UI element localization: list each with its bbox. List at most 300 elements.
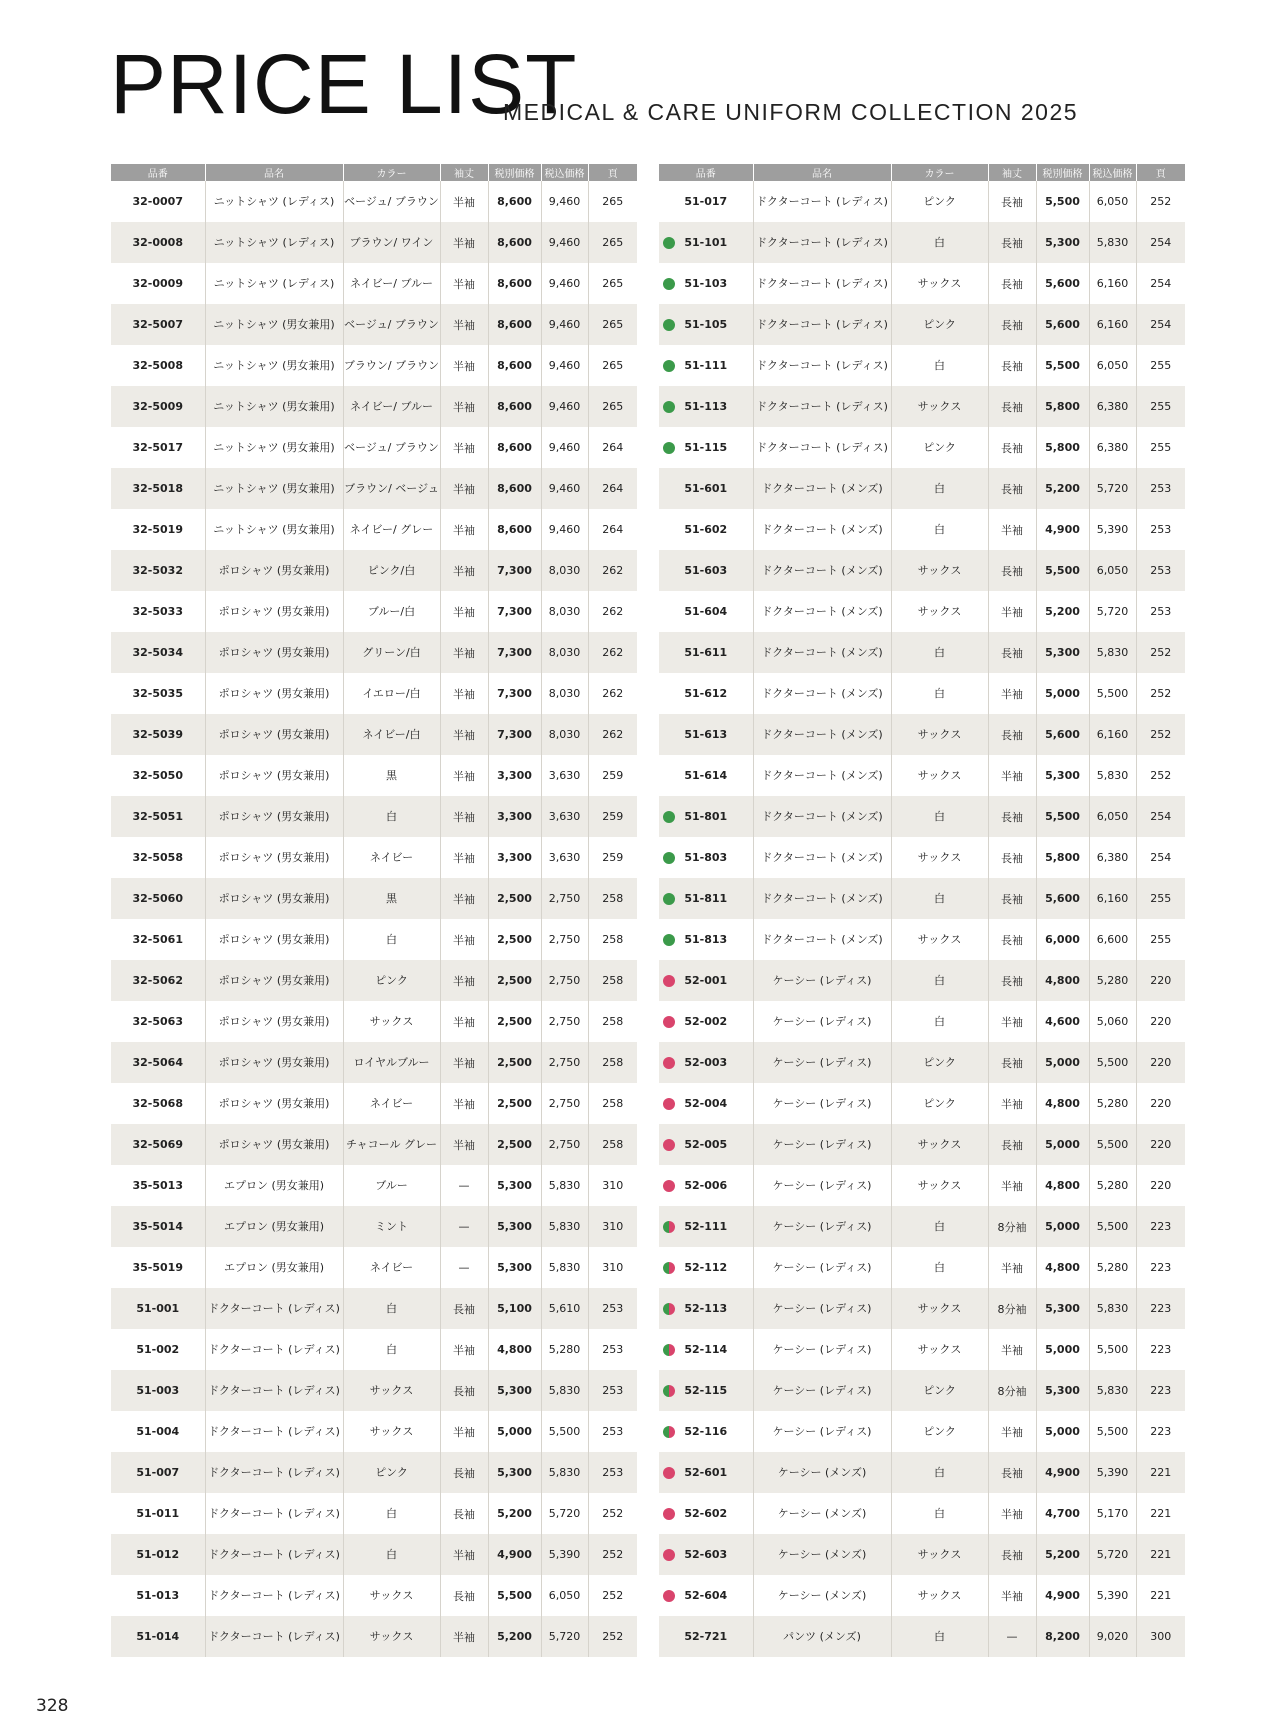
item-sleeve: 半袖	[440, 181, 488, 222]
table-row	[659, 1329, 1185, 1370]
item-tax-price: 5,720	[541, 1616, 588, 1657]
item-code	[659, 919, 753, 960]
item-code	[659, 263, 753, 304]
item-name: ポロシャツ (男女兼用)	[205, 591, 343, 632]
item-price: 5,500	[1036, 550, 1089, 591]
item-code-text: 52-113	[684, 1302, 728, 1315]
item-code	[111, 1165, 205, 1206]
item-color: 白	[343, 919, 440, 960]
green-marker-icon	[663, 852, 675, 864]
item-name: ポロシャツ (男女兼用)	[205, 673, 343, 714]
item-page: 258	[588, 1083, 637, 1124]
item-sleeve: 半袖	[440, 673, 488, 714]
item-code-text: 51-003	[136, 1384, 180, 1397]
table-row	[659, 427, 1185, 468]
item-sleeve: 長袖	[988, 345, 1036, 386]
table-row	[111, 591, 637, 632]
item-sleeve: 半袖	[440, 427, 488, 468]
item-color: ネイビー/ ブルー	[343, 386, 440, 427]
item-price: 3,300	[488, 755, 541, 796]
item-price: 5,300	[488, 1452, 541, 1493]
item-name: ケーシー (レディス)	[753, 1329, 891, 1370]
item-code-text: 51-613	[684, 728, 728, 741]
item-name: ポロシャツ (男女兼用)	[205, 632, 343, 673]
item-name: ドクターコート (レディス)	[205, 1329, 343, 1370]
item-page: 220	[1136, 960, 1185, 1001]
item-price: 5,200	[488, 1493, 541, 1534]
item-price: 4,800	[1036, 1083, 1089, 1124]
item-price: 8,600	[488, 345, 541, 386]
item-sleeve: 半袖	[440, 591, 488, 632]
item-tax-price: 2,750	[541, 1083, 588, 1124]
item-tax-price: 5,500	[1089, 673, 1136, 714]
item-code-text: 52-002	[684, 1015, 728, 1028]
item-code	[659, 1411, 753, 1452]
item-code	[659, 1288, 753, 1329]
item-code-text: 51-013	[136, 1589, 180, 1602]
table-row	[659, 386, 1185, 427]
item-price: 4,800	[488, 1329, 541, 1370]
item-color: サックス	[343, 1616, 440, 1657]
item-code-text: 51-002	[136, 1343, 180, 1356]
item-color: サックス	[891, 1165, 988, 1206]
item-color: ブラウン/ ブラウン	[343, 345, 440, 386]
item-sleeve: —	[440, 1165, 488, 1206]
item-color: イエロー/白	[343, 673, 440, 714]
item-page: 252	[1136, 632, 1185, 673]
table-row	[111, 796, 637, 837]
item-page: 265	[588, 263, 637, 304]
table-row	[659, 1452, 1185, 1493]
item-sleeve: 半袖	[988, 1083, 1036, 1124]
item-tax-price: 8,030	[541, 632, 588, 673]
table-row	[111, 714, 637, 755]
item-page: 259	[588, 796, 637, 837]
item-code-text: 52-004	[684, 1097, 728, 1110]
collection-subtitle: MEDICAL & CARE UNIFORM COLLECTION 2025	[503, 99, 1079, 125]
item-name: ポロシャツ (男女兼用)	[205, 837, 343, 878]
item-tax-price: 5,830	[541, 1165, 588, 1206]
item-name: ドクターコート (レディス)	[753, 304, 891, 345]
item-code-text: 52-003	[684, 1056, 728, 1069]
item-tax-price: 2,750	[541, 878, 588, 919]
item-price: 4,800	[1036, 960, 1089, 1001]
item-name: ドクターコート (メンズ)	[753, 591, 891, 632]
item-color: サックス	[891, 263, 988, 304]
item-name: ドクターコート (レディス)	[205, 1411, 343, 1452]
item-tax-price: 8,030	[541, 714, 588, 755]
item-color: サックス	[343, 1575, 440, 1616]
item-name: ドクターコート (メンズ)	[753, 468, 891, 509]
item-name: ケーシー (レディス)	[753, 1124, 891, 1165]
item-color: ピンク	[343, 1452, 440, 1493]
item-code	[111, 1329, 205, 1370]
item-sleeve: 半袖	[440, 304, 488, 345]
item-code-text: 35-5013	[132, 1179, 183, 1192]
item-page: 253	[1136, 550, 1185, 591]
item-color: ベージュ/ ブラウン	[343, 304, 440, 345]
item-code	[659, 1165, 753, 1206]
item-code-text: 32-5039	[132, 728, 183, 741]
table-row	[659, 714, 1185, 755]
item-page: 262	[588, 632, 637, 673]
item-code	[111, 263, 205, 304]
table-row	[111, 919, 637, 960]
table-row	[111, 263, 637, 304]
item-code	[659, 878, 753, 919]
item-price: 2,500	[488, 1083, 541, 1124]
item-page: 220	[1136, 1165, 1185, 1206]
item-name: ドクターコート (メンズ)	[753, 878, 891, 919]
item-tax-price: 5,390	[1089, 1575, 1136, 1616]
item-code-text: 52-603	[684, 1548, 728, 1561]
item-code	[659, 1083, 753, 1124]
item-page: 220	[1136, 1124, 1185, 1165]
item-name: ポロシャツ (男女兼用)	[205, 714, 343, 755]
item-price: 4,800	[1036, 1165, 1089, 1206]
item-price: 5,800	[1036, 386, 1089, 427]
item-color: サックス	[891, 1124, 988, 1165]
table-row	[659, 263, 1185, 304]
item-code-text: 32-5008	[132, 359, 183, 372]
item-name: ドクターコート (メンズ)	[753, 796, 891, 837]
item-price: 7,300	[488, 673, 541, 714]
table-row	[659, 550, 1185, 591]
item-sleeve: 8分袖	[988, 1206, 1036, 1247]
item-code	[659, 222, 753, 263]
item-sleeve: 長袖	[988, 1124, 1036, 1165]
item-sleeve: 長袖	[988, 837, 1036, 878]
item-sleeve: 半袖	[440, 1411, 488, 1452]
item-code	[659, 1124, 753, 1165]
item-tax-price: 5,830	[541, 1206, 588, 1247]
price-table-right	[659, 164, 1185, 1657]
table-row	[111, 755, 637, 796]
item-page: 220	[1136, 1001, 1185, 1042]
item-color: ピンク	[891, 1370, 988, 1411]
header-name: 品名	[205, 164, 343, 181]
item-sleeve: 長袖	[988, 1452, 1036, 1493]
item-name: ポロシャツ (男女兼用)	[205, 1001, 343, 1042]
pink-marker-icon	[663, 1467, 675, 1479]
item-price: 5,000	[1036, 1411, 1089, 1452]
price-table-left	[111, 164, 637, 1657]
item-sleeve: 半袖	[440, 222, 488, 263]
item-name: ケーシー (メンズ)	[753, 1452, 891, 1493]
table-row	[659, 1001, 1185, 1042]
item-code	[111, 550, 205, 591]
item-color: 白	[891, 509, 988, 550]
table-row	[111, 222, 637, 263]
item-sleeve: 長袖	[988, 550, 1036, 591]
item-name: ケーシー (メンズ)	[753, 1575, 891, 1616]
item-tax-price: 6,600	[1089, 919, 1136, 960]
item-tax-price: 5,830	[541, 1370, 588, 1411]
item-sleeve: 半袖	[988, 673, 1036, 714]
table-row	[111, 468, 637, 509]
item-name: ケーシー (レディス)	[753, 1370, 891, 1411]
table-row	[111, 1206, 637, 1247]
item-color: 白	[891, 673, 988, 714]
table-row	[111, 550, 637, 591]
item-sleeve: 半袖	[440, 1534, 488, 1575]
item-code-text: 32-5019	[132, 523, 183, 536]
item-page: 252	[1136, 181, 1185, 222]
item-page: 223	[1136, 1288, 1185, 1329]
item-tax-price: 9,460	[541, 263, 588, 304]
both-marker-icon	[663, 1426, 675, 1438]
item-code	[659, 1534, 753, 1575]
item-color: サックス	[891, 1329, 988, 1370]
item-sleeve: 半袖	[988, 591, 1036, 632]
item-price: 5,500	[488, 1575, 541, 1616]
item-price: 5,600	[1036, 878, 1089, 919]
item-sleeve: 長袖	[440, 1288, 488, 1329]
item-sleeve: 半袖	[440, 263, 488, 304]
item-color: ロイヤルブルー	[343, 1042, 440, 1083]
green-marker-icon	[663, 442, 675, 454]
item-code-text: 51-101	[684, 236, 728, 249]
item-name: ポロシャツ (男女兼用)	[205, 755, 343, 796]
item-page: 223	[1136, 1411, 1185, 1452]
item-page: 254	[1136, 796, 1185, 837]
table-row	[659, 181, 1185, 222]
item-tax-price: 5,830	[1089, 632, 1136, 673]
item-code	[111, 304, 205, 345]
item-price: 5,500	[1036, 345, 1089, 386]
item-code	[111, 1370, 205, 1411]
item-color: サックス	[343, 1370, 440, 1411]
item-tax-price: 3,630	[541, 755, 588, 796]
item-price: 5,500	[1036, 181, 1089, 222]
item-sleeve: 長袖	[988, 919, 1036, 960]
item-color: ピンク	[891, 1083, 988, 1124]
item-color: 白	[891, 1452, 988, 1493]
item-price: 5,200	[1036, 1534, 1089, 1575]
table-row	[659, 1575, 1185, 1616]
item-page: 255	[1136, 878, 1185, 919]
item-name: ポロシャツ (男女兼用)	[205, 1083, 343, 1124]
item-code	[659, 1493, 753, 1534]
item-sleeve: 8分袖	[988, 1288, 1036, 1329]
item-price: 4,700	[1036, 1493, 1089, 1534]
pink-marker-icon	[663, 1016, 675, 1028]
item-color: 黒	[343, 878, 440, 919]
green-marker-icon	[663, 934, 675, 946]
item-color: ネイビー/ グレー	[343, 509, 440, 550]
item-code	[659, 632, 753, 673]
item-sleeve: 半袖	[440, 960, 488, 1001]
item-tax-price: 5,500	[1089, 1042, 1136, 1083]
item-tax-price: 5,830	[541, 1247, 588, 1288]
item-price: 8,600	[488, 181, 541, 222]
item-code	[659, 1206, 753, 1247]
item-code-text: 52-005	[684, 1138, 728, 1151]
item-color: ブルー/白	[343, 591, 440, 632]
item-code	[111, 509, 205, 550]
item-name: エプロン (男女兼用)	[205, 1206, 343, 1247]
item-tax-price: 5,060	[1089, 1001, 1136, 1042]
item-page: 253	[588, 1288, 637, 1329]
item-name: エプロン (男女兼用)	[205, 1165, 343, 1206]
item-name: ドクターコート (レディス)	[753, 427, 891, 468]
table-row	[111, 386, 637, 427]
item-code-text: 32-5007	[132, 318, 183, 331]
table-row	[111, 1534, 637, 1575]
item-page: 262	[588, 591, 637, 632]
item-code-text: 32-5063	[132, 1015, 183, 1028]
item-sleeve: 長袖	[988, 714, 1036, 755]
item-tax-price: 6,160	[1089, 878, 1136, 919]
item-color: 白	[891, 960, 988, 1001]
item-color: ピンク	[891, 1042, 988, 1083]
item-page: 264	[588, 509, 637, 550]
item-code-text: 51-801	[684, 810, 728, 823]
item-sleeve: 半袖	[988, 1247, 1036, 1288]
item-sleeve: 半袖	[440, 714, 488, 755]
item-code	[111, 1206, 205, 1247]
item-price: 5,800	[1036, 837, 1089, 878]
item-code	[659, 755, 753, 796]
item-tax-price: 9,460	[541, 509, 588, 550]
table-row	[111, 181, 637, 222]
table-row	[111, 345, 637, 386]
item-price: 8,600	[488, 509, 541, 550]
item-sleeve: 8分袖	[988, 1370, 1036, 1411]
item-code	[111, 1575, 205, 1616]
item-sleeve: 半袖	[440, 1329, 488, 1370]
item-code-text: 51-611	[684, 646, 728, 659]
item-page: 265	[588, 345, 637, 386]
item-sleeve: 半袖	[988, 1165, 1036, 1206]
item-color: 白	[891, 796, 988, 837]
item-color: 白	[343, 1329, 440, 1370]
item-code-text: 51-014	[136, 1630, 180, 1643]
item-code-text: 51-803	[684, 851, 728, 864]
item-sleeve: 半袖	[440, 468, 488, 509]
header-color: カラー	[891, 164, 988, 181]
item-name: ポロシャツ (男女兼用)	[205, 1124, 343, 1165]
item-page: 253	[588, 1452, 637, 1493]
item-tax-price: 8,030	[541, 673, 588, 714]
item-code-text: 51-612	[684, 687, 728, 700]
pink-marker-icon	[663, 1139, 675, 1151]
item-tax-price: 9,460	[541, 304, 588, 345]
item-price: 7,300	[488, 591, 541, 632]
page-number: 328	[36, 1696, 69, 1716]
item-sleeve: 半袖	[440, 632, 488, 673]
table-row	[111, 1575, 637, 1616]
item-color: 白	[891, 632, 988, 673]
item-page: 262	[588, 550, 637, 591]
item-code	[659, 591, 753, 632]
item-page: 223	[1136, 1247, 1185, 1288]
both-marker-icon	[663, 1221, 675, 1233]
table-row	[659, 222, 1185, 263]
item-code-text: 32-5061	[132, 933, 183, 946]
item-code	[111, 1083, 205, 1124]
item-color: ネイビー	[343, 1083, 440, 1124]
item-name: ケーシー (レディス)	[753, 1042, 891, 1083]
item-page: 252	[1136, 714, 1185, 755]
item-code	[659, 1247, 753, 1288]
item-code	[111, 1001, 205, 1042]
item-page: 265	[588, 386, 637, 427]
item-color: サックス	[891, 1575, 988, 1616]
item-name: ニットシャツ (男女兼用)	[205, 427, 343, 468]
table-row	[111, 1411, 637, 1452]
green-marker-icon	[663, 360, 675, 372]
item-tax-price: 9,460	[541, 222, 588, 263]
item-price: 5,300	[488, 1370, 541, 1411]
item-tax-price: 5,830	[1089, 1288, 1136, 1329]
item-code-text: 35-5014	[132, 1220, 183, 1233]
item-tax-price: 3,630	[541, 837, 588, 878]
item-color: 白	[891, 1247, 988, 1288]
item-tax-price: 5,500	[1089, 1411, 1136, 1452]
green-marker-icon	[663, 237, 675, 249]
item-color: 黒	[343, 755, 440, 796]
item-price: 5,000	[1036, 1206, 1089, 1247]
item-code-text: 32-5032	[132, 564, 183, 577]
item-sleeve: 半袖	[440, 1124, 488, 1165]
item-tax-price: 5,720	[541, 1493, 588, 1534]
item-code	[659, 796, 753, 837]
item-color: サックス	[891, 755, 988, 796]
item-page: 258	[588, 919, 637, 960]
item-name: ドクターコート (レディス)	[205, 1616, 343, 1657]
item-color: 白	[891, 1001, 988, 1042]
item-color: ネイビー	[343, 837, 440, 878]
item-price: 2,500	[488, 919, 541, 960]
item-color: ピンク	[891, 427, 988, 468]
item-price: 7,300	[488, 714, 541, 755]
item-name: ケーシー (メンズ)	[753, 1493, 891, 1534]
green-marker-icon	[663, 811, 675, 823]
item-price: 5,300	[488, 1165, 541, 1206]
item-page: 310	[588, 1206, 637, 1247]
item-tax-price: 5,280	[1089, 1083, 1136, 1124]
header-price: 税別価格	[1036, 164, 1089, 181]
item-sleeve: 長袖	[988, 304, 1036, 345]
item-code	[659, 386, 753, 427]
item-name: ニットシャツ (レディス)	[205, 181, 343, 222]
item-sleeve: 半袖	[988, 1001, 1036, 1042]
item-color: ネイビー	[343, 1247, 440, 1288]
item-color: グリーン/白	[343, 632, 440, 673]
item-tax-price: 5,500	[1089, 1329, 1136, 1370]
item-code-text: 32-5051	[132, 810, 183, 823]
item-tax-price: 5,500	[1089, 1206, 1136, 1247]
item-name: ニットシャツ (男女兼用)	[205, 345, 343, 386]
item-price: 5,500	[1036, 796, 1089, 837]
item-name: ドクターコート (メンズ)	[753, 714, 891, 755]
item-code	[659, 1616, 753, 1657]
item-code-text: 52-115	[684, 1384, 728, 1397]
header-tax-price: 税込価格	[1089, 164, 1136, 181]
table-row	[659, 796, 1185, 837]
item-tax-price: 5,500	[1089, 1124, 1136, 1165]
table-row	[659, 1247, 1185, 1288]
item-name: ケーシー (レディス)	[753, 1247, 891, 1288]
item-code-text: 52-001	[684, 974, 728, 987]
item-price: 2,500	[488, 960, 541, 1001]
item-price: 5,600	[1036, 304, 1089, 345]
table-header-row	[659, 164, 1185, 181]
item-code-text: 32-5050	[132, 769, 183, 782]
item-code-text: 52-116	[684, 1425, 728, 1438]
item-sleeve: 半袖	[440, 796, 488, 837]
